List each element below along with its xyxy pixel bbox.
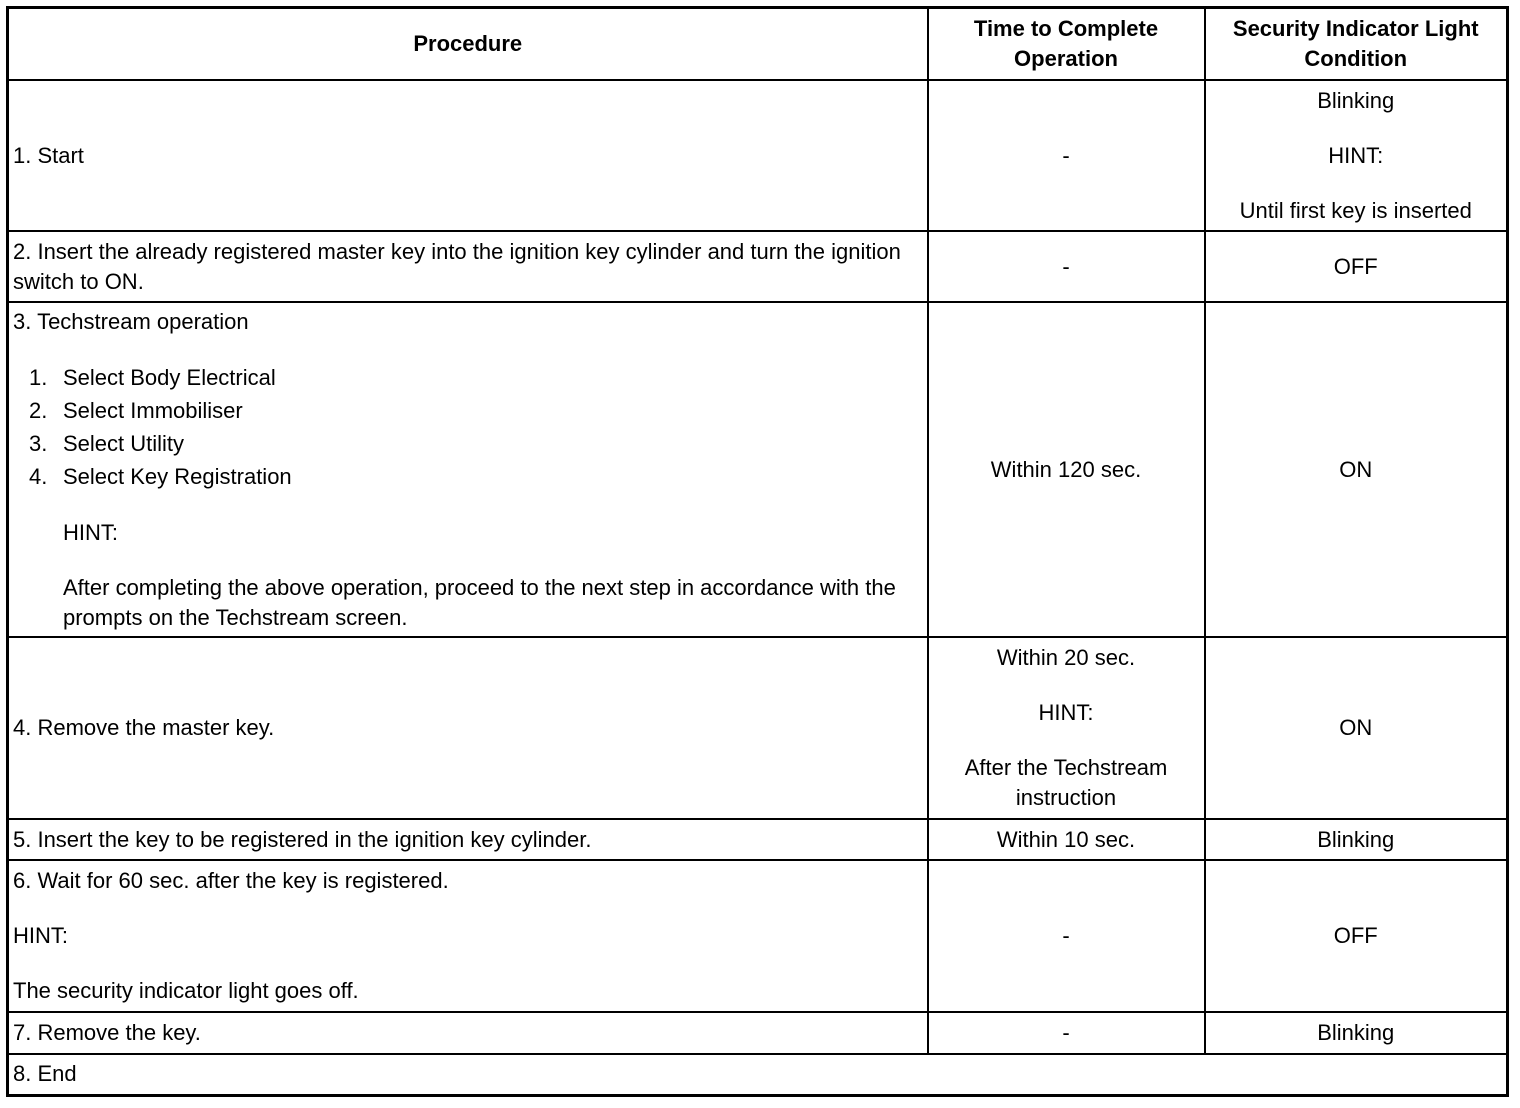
procedure-cell [8, 860, 928, 1012]
light-cell: Blinking [1205, 819, 1508, 860]
table-row [8, 1054, 1508, 1095]
table-row [8, 637, 1508, 819]
procedure-cell [8, 302, 928, 637]
key-registration-procedure-table [6, 6, 1509, 1097]
procedure-cell: 7. Remove the key. [8, 1012, 928, 1054]
procedure-cell: 5. Insert the key to be registered in the ignition key cylinder. [8, 819, 928, 860]
hint-text: After the Techstream instruction [964, 755, 1168, 810]
hint-text: After completing the above operation, proceed to the next step in accordance with the prompts on the Techstream screen. [63, 574, 896, 630]
procedure-cell: 1. Start [8, 80, 928, 231]
light-cell: OFF [1205, 860, 1508, 1012]
procedure-title: 6. Wait for 60 sec. after the key is registered. [13, 868, 449, 893]
hint-label: HINT: [13, 923, 68, 948]
list-item: 4. Select Key Registration [29, 463, 292, 489]
table-row [8, 231, 1508, 302]
table-row [8, 1012, 1508, 1054]
hint-label: HINT: [1328, 142, 1384, 168]
light-cell: OFF [1205, 231, 1508, 302]
procedure-title: 3. Techstream operation [13, 308, 249, 334]
header-security-indicator-light: Security Indicator Light Condition [1205, 8, 1508, 81]
time-cell [928, 637, 1205, 819]
hint-text: The security indicator light goes off. [13, 978, 359, 1003]
time-cell: - [928, 1012, 1205, 1054]
procedure-cell: 8. End [8, 1054, 1508, 1095]
hint-label: HINT: [63, 519, 118, 545]
techstream-steps-list [13, 361, 923, 493]
procedure-cell: 2. Insert the already registered master key into the ignition key cylinder and turn the ignition switch to ON. [8, 231, 928, 302]
list-item: 3. Select Utility [29, 430, 185, 456]
light-cell: ON [1205, 302, 1508, 637]
header-time-to-complete: Time to Complete Operation [928, 8, 1205, 81]
time-value: Within 20 sec. [996, 645, 1136, 670]
time-cell: - [928, 860, 1205, 1012]
hint-text: Until first key is inserted [1239, 197, 1472, 223]
table-row [8, 302, 1508, 637]
header-procedure: Procedure [8, 8, 928, 81]
table-row [8, 819, 1508, 860]
header-row [8, 8, 1508, 81]
light-cell: Blinking [1205, 1012, 1508, 1054]
time-cell: Within 120 sec. [928, 302, 1205, 637]
time-cell: - [928, 231, 1205, 302]
time-cell: - [928, 80, 1205, 231]
procedure-cell: 4. Remove the master key. [8, 637, 928, 819]
table-row [8, 80, 1508, 231]
light-cell [1205, 80, 1508, 231]
light-status: Blinking [1317, 87, 1395, 113]
list-item: 1. Select Body Electrical [29, 364, 276, 390]
time-cell: Within 10 sec. [928, 819, 1205, 860]
hint-label: HINT: [1038, 700, 1094, 725]
table-row [8, 860, 1508, 1012]
list-item: 2. Select Immobiliser [29, 397, 243, 423]
light-cell: ON [1205, 637, 1508, 819]
